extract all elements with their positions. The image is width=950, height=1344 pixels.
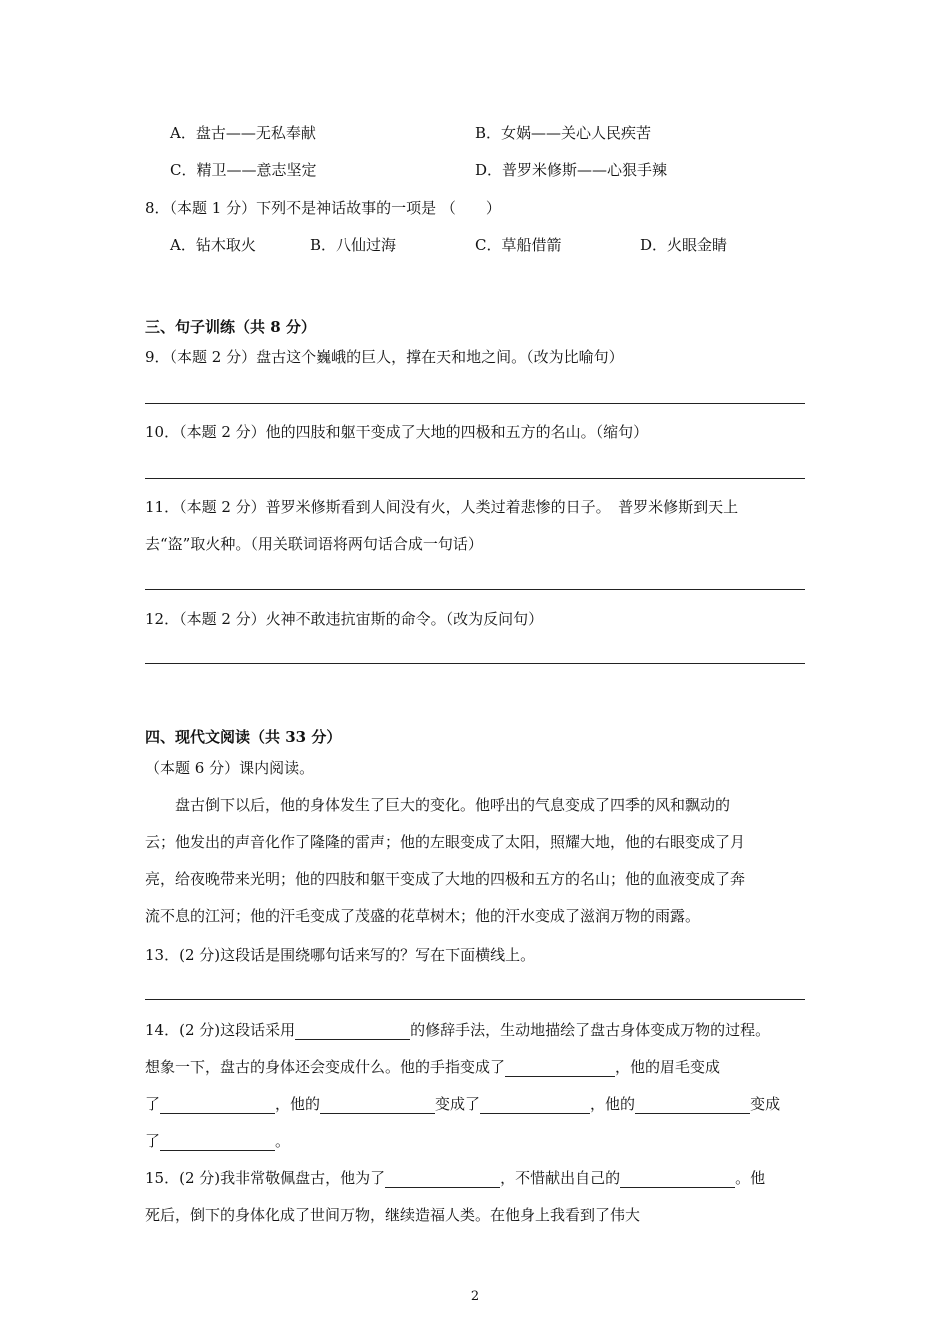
q14-blank-becomes-1[interactable] xyxy=(480,1096,590,1114)
q15-blank-purpose[interactable] xyxy=(385,1170,500,1188)
q12-answer-line[interactable] xyxy=(145,663,805,664)
q13-answer-line[interactable] xyxy=(145,999,805,1000)
q13-text: 13．(2 分)这段话是围绕哪句话来写的？写在下面横线上。 xyxy=(145,946,536,964)
q8-option-a: A．钻木取火 xyxy=(170,236,256,254)
section4-heading: 四、现代文阅读（共 33 分） xyxy=(145,728,342,746)
q14-text-part: 想象一下，盘古的身体还会变成什么。他的手指变成了 xyxy=(145,1058,506,1076)
q14-text-part: 14．(2 分)这段话采用 xyxy=(145,1021,296,1039)
reading-intro: （本题 6 分）课内阅读。 xyxy=(145,759,315,777)
q10-answer-line[interactable] xyxy=(145,478,805,479)
q8-stem: 8．（本题 1 分）下列不是神话故事的一项是 （ ） xyxy=(145,199,501,217)
q14-line3 xyxy=(145,1094,780,1114)
q14-blank-bodypart-1[interactable] xyxy=(320,1096,435,1114)
q14-line2 xyxy=(145,1057,720,1077)
q15-text-part: 。他 xyxy=(735,1169,766,1187)
q14-blank-finger[interactable] xyxy=(505,1059,615,1077)
q14-line1 xyxy=(145,1020,770,1040)
q14-blank-bodypart-2[interactable] xyxy=(635,1096,750,1114)
passage-line: 流不息的江河；他的汗毛变成了茂盛的花草树木；他的汗水变成了滋润万物的雨露。 xyxy=(145,907,701,925)
q14-blank-eyebrow[interactable] xyxy=(160,1096,275,1114)
section3-heading: 三、句子训练（共 8 分） xyxy=(145,318,316,336)
q14-line4 xyxy=(145,1131,290,1151)
q8-option-b: B．八仙过海 xyxy=(310,236,397,254)
q14-text-part: ，他的眉毛变成 xyxy=(615,1058,721,1076)
q12-text: 12．（本题 2 分）火神不敢违抗宙斯的命令。（改为反问句） xyxy=(145,610,544,628)
q7-option-b: B．女娲——关心人民疾苦 xyxy=(475,124,652,142)
q15-text-part: ，不惜献出自己的 xyxy=(500,1169,621,1187)
q15-line1 xyxy=(145,1168,765,1188)
q14-text-part: 了 xyxy=(145,1132,161,1150)
q14-text-part: 。 xyxy=(275,1132,291,1150)
passage-line: 盘古倒下以后，他的身体发生了巨大的变化。他呼出的气息变成了四季的风和飘动的 xyxy=(145,796,731,814)
q8-option-c: C．草船借箭 xyxy=(475,236,562,254)
q15-text-part: 15．(2 分)我非常敬佩盘古，他为了 xyxy=(145,1169,386,1187)
q9-text: 9．（本题 2 分）盘古这个巍峨的巨人，撑在天和地之间。（改为比喻句） xyxy=(145,348,624,366)
q14-text-part: ，他的 xyxy=(275,1095,321,1113)
q14-blank-rhetoric[interactable] xyxy=(295,1022,410,1040)
q14-text-part: 变成了 xyxy=(435,1095,481,1113)
page-number: 2 xyxy=(470,1289,480,1304)
q7-option-c: C．精卫——意志坚定 xyxy=(170,161,317,179)
q14-text-part: ，他的 xyxy=(590,1095,636,1113)
q10-text: 10．（本题 2 分）他的四肢和躯干变成了大地的四极和五方的名山。（缩句） xyxy=(145,423,649,441)
q15-blank-sacrifice[interactable] xyxy=(620,1170,735,1188)
q14-text-part: 变成 xyxy=(750,1095,781,1113)
passage-line: 亮，给夜晚带来光明；他的四肢和躯干变成了大地的四极和五方的名山；他的血液变成了奔 xyxy=(145,870,746,888)
q11-text-line1: 11．（本题 2 分）普罗米修斯看到人间没有火，人类过着悲惨的日子。 普罗米修斯到天上 xyxy=(145,498,739,516)
q8-option-d: D．火眼金睛 xyxy=(640,236,728,254)
q14-text-part: 的修辞手法，生动地描绘了盘古身体变成万物的过程。 xyxy=(410,1021,771,1039)
q14-blank-becomes-2[interactable] xyxy=(160,1133,275,1151)
q15-text-line2: 死后，倒下的身体化成了世间万物，继续造福人类。在他身上我看到了伟大 xyxy=(145,1206,641,1224)
q9-answer-line[interactable] xyxy=(145,403,805,404)
q7-option-a: A．盘古——无私奉献 xyxy=(170,124,316,142)
passage-line: 云；他发出的声音化作了隆隆的雷声；他的左眼变成了太阳，照耀大地，他的右眼变成了月 xyxy=(145,833,746,851)
q7-option-d: D．普罗米修斯——心狠手辣 xyxy=(475,161,668,179)
q14-text-part: 了 xyxy=(145,1095,161,1113)
q11-answer-line[interactable] xyxy=(145,589,805,590)
q11-text-line2: 去“盗”取火种。（用关联词语将两句话合成一句话） xyxy=(145,535,483,553)
